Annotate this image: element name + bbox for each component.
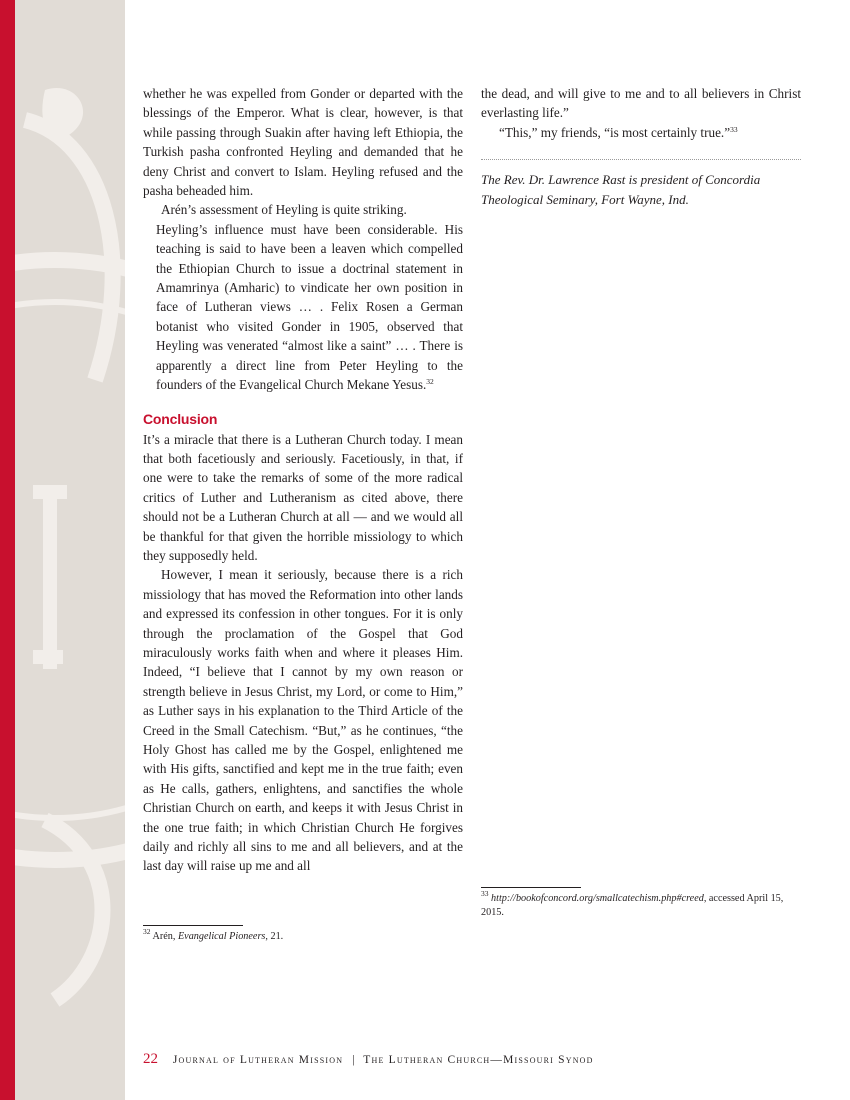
journal-name: Journal of Lutheran Mission xyxy=(172,1054,344,1066)
decorative-emblem-icon xyxy=(15,0,125,1100)
right-column xyxy=(481,84,801,209)
footnote-32 xyxy=(143,927,463,944)
footnote-rule-right xyxy=(481,887,581,888)
left-column xyxy=(143,84,463,876)
footnote-32-number: 32 xyxy=(143,927,151,936)
footnote-33-number: 33 xyxy=(481,889,489,898)
publisher-name: The Lutheran Church—Missouri Synod xyxy=(363,1054,594,1066)
continued-paragraph: the dead, and will give to me and to all believers in Christ everlasting life.” xyxy=(481,86,801,121)
dotted-divider xyxy=(481,159,801,160)
footnote-rule-left xyxy=(143,925,243,926)
decorative-side-panel xyxy=(15,0,125,1100)
footnote-33-url[interactable]: http://bookofconcord.org/smallcatechism.php#creed xyxy=(491,893,704,904)
conclusion-paragraph-2: However, I mean it seriously, because there is a rich missiology that has moved the Reformation into other lands and expressed its confession in other tongues. For it is only through the proclamation of the Gospel that God miraculously works faith when and where it pleases Him. Indeed, “I believe that I cannot by my own reason or strength believe in Jesus Christ, my Lord, or come to Him,” as Luther says in his explanation to the Third Article of the Creed in the Small Catechism. “But,” as he continues, “the Holy Ghost has called me by the Gospel, enlightened me with His gifts, sanctified and kept me in the true faith; even as He calls, gathers, enlightens, and sanctifies the whole Christian Church on earth, and keeps it with Jesus Christ in the one true faith; in which Christian Church He forgives daily and richly all sins to me and all believers, and at the last day will raise up me and all xyxy=(143,567,463,874)
closing-text: “This,” my friends, “is most certainly true.” xyxy=(499,124,731,140)
footnote-33-rest: , accessed April 15, 2015. xyxy=(481,893,784,918)
page-footer xyxy=(143,1050,803,1069)
footnote-33 xyxy=(481,889,803,919)
closing-paragraph xyxy=(481,123,801,142)
page-number: 22 xyxy=(143,1051,158,1067)
footer-separator: | xyxy=(352,1054,355,1066)
conclusion-paragraph-1: It’s a miracle that there is a Lutheran Church today. I mean that both facetiously and seriously. Facetiously, in that, if one were to take the remarks of some of the more radical critics of Luther and Lutheranism as cited above, there should not be a Lutheran Church at all — and we would all be thankful for that given the horrible missiology to which they supposedly held. xyxy=(143,431,463,563)
conclusion-heading: Conclusion xyxy=(143,410,218,427)
red-edge-bar xyxy=(0,0,15,1100)
aren-paragraph: Arén’s assessment of Heyling is quite striking. xyxy=(161,202,407,218)
footnote-ref-32[interactable]: 32 xyxy=(426,377,434,387)
footnote-32-pages: , 21. xyxy=(265,931,284,942)
footnote-32-title: Evangelical Pioneers xyxy=(177,931,266,942)
block-quote-text: Heyling’s influence must have been considerable. His teaching is said to have been a leaven which compelled the Ethiopian Church to issue a doctrinal statement in Amamrinya (Amharic) to vindicate her own position in face of Lutheran views … . Felix Rosen a German botanist who visited Gonder in 1905, observed that Heyling was venerated “almost like a saint” … . There is apparently a direct line from Peter Heyling to the founders of the Evangelical Church Mekane Yesus. xyxy=(156,221,463,393)
footnote-32-author: Arén, xyxy=(152,931,176,942)
intro-paragraph: whether he was expelled from Gonder or departed with the blessings of the Emperor. What is clear, however, is that while passing through Suakin after having left Ethiopia, the Turkish pasha confronted Heyling and demanded that he deny Christ and convert to Islam. Heyling refused and the pasha beheaded him. xyxy=(143,86,463,199)
block-quote xyxy=(156,220,463,395)
author-bio: The Rev. Dr. Lawrence Rast is president of Concordia Theological Seminary, Fort Wayne, Ind. xyxy=(481,172,761,207)
footnote-ref-33[interactable]: 33 xyxy=(730,124,738,134)
